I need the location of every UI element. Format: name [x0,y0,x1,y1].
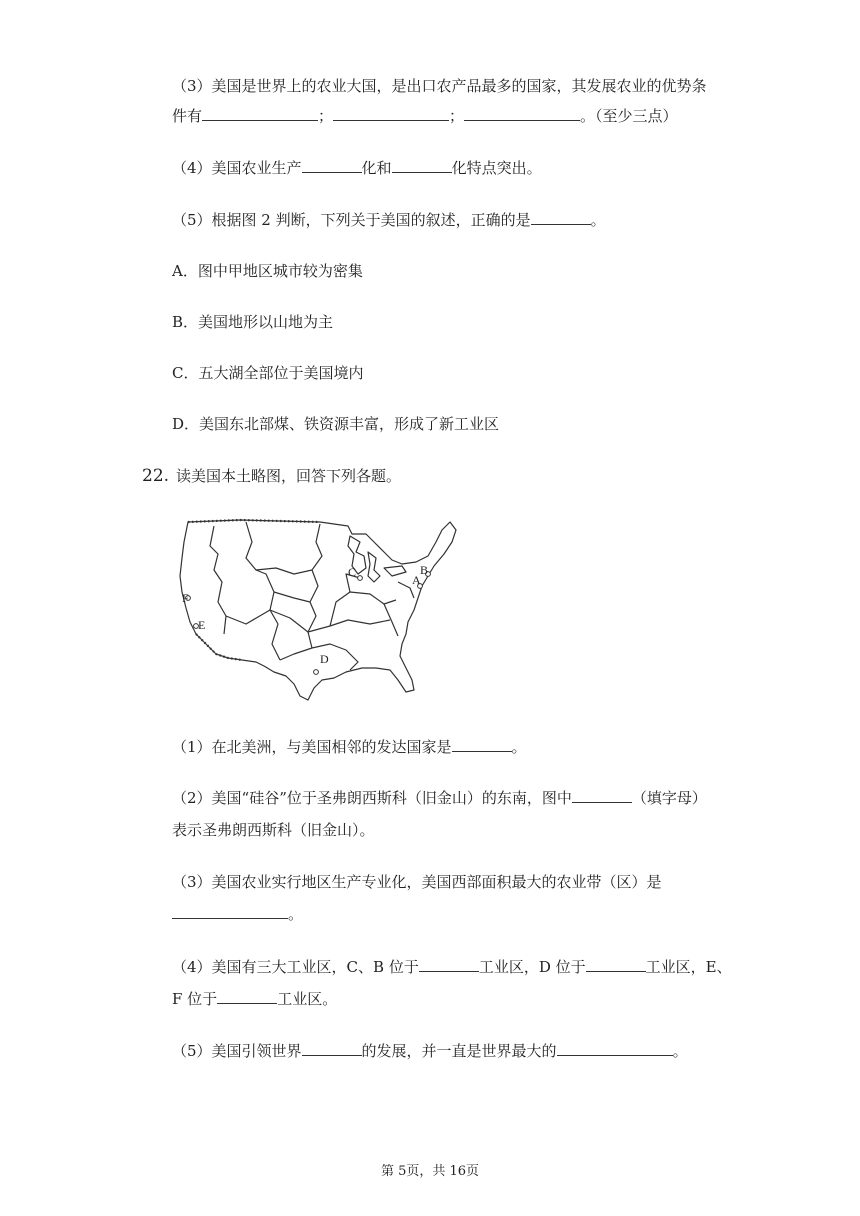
q3-line2: 件有 ； ； 。（至少三点） [172,107,678,125]
q22-sub4-line2: F 位于 工业区。 [172,990,338,1008]
q22-sub2-line2: 表示圣弗朗西斯科（旧金山）。 [172,821,375,839]
map-label-f: F [182,591,189,605]
option-a: A．图中甲地区城市较为密集 [172,262,363,280]
us-outline-map [170,512,466,708]
option-d: D．美国东北部煤、铁资源丰富，形成了新工业区 [172,415,500,433]
page-footer: 第 5页，共 16页 [380,1164,480,1179]
map-label-e: E [198,618,206,632]
map-label-b: B [420,563,429,577]
q4-line: （4）美国农业生产 化和 化特点突出。 [172,159,542,177]
answer-blank [557,1041,673,1056]
answer-blank [392,158,452,173]
option-c: C．五大湖全部位于美国境内 [172,364,364,382]
answer-blank [419,957,479,972]
map-label-a: A [412,573,421,587]
option-b: B．美国地形以山地为主 [172,313,334,331]
q22-sub2-line1: （2）美国“硅谷”位于圣弗朗西斯科（旧金山）的东南，图中 （填字母） [172,789,707,807]
question-title: 读美国本土略图，回答下列各题。 [176,467,402,485]
q22-sub3-line1: （3）美国农业实行地区生产专业化，美国西部面积最大的农业带（区）是 [172,873,662,891]
answer-blank [172,904,288,919]
answer-blank [572,788,632,803]
answer-blank [217,989,277,1004]
map-label-c: C [348,565,357,579]
answer-blank [464,106,580,121]
q22-sub4-line1: （4）美国有三大工业区，C、B 位于 工业区，D 位于 工业区，E、 [172,958,732,976]
q5-line: （5）根据图 2 判断，下列关于美国的叙述，正确的是 。 [172,211,606,229]
answer-blank [333,106,449,121]
answer-blank [302,1041,362,1056]
q3-line1: （3）美国是世界上的农业大国，是出口农产品最多的国家，其发展农业的优势条 [172,77,707,95]
q22-sub3-line2: 。 [172,904,303,924]
question-number: 22. [142,466,170,486]
answer-blank [531,210,591,225]
q22-sub1: （1）在北美洲，与美国相邻的发达国家是 。 [172,738,527,756]
answer-blank [302,158,362,173]
answer-blank [452,737,512,752]
answer-blank [202,106,318,121]
map-label-d: D [320,652,329,666]
q22-sub5: （5）美国引领世界 的发展，并一直是世界最大的 。 [172,1042,688,1060]
answer-blank [586,957,646,972]
